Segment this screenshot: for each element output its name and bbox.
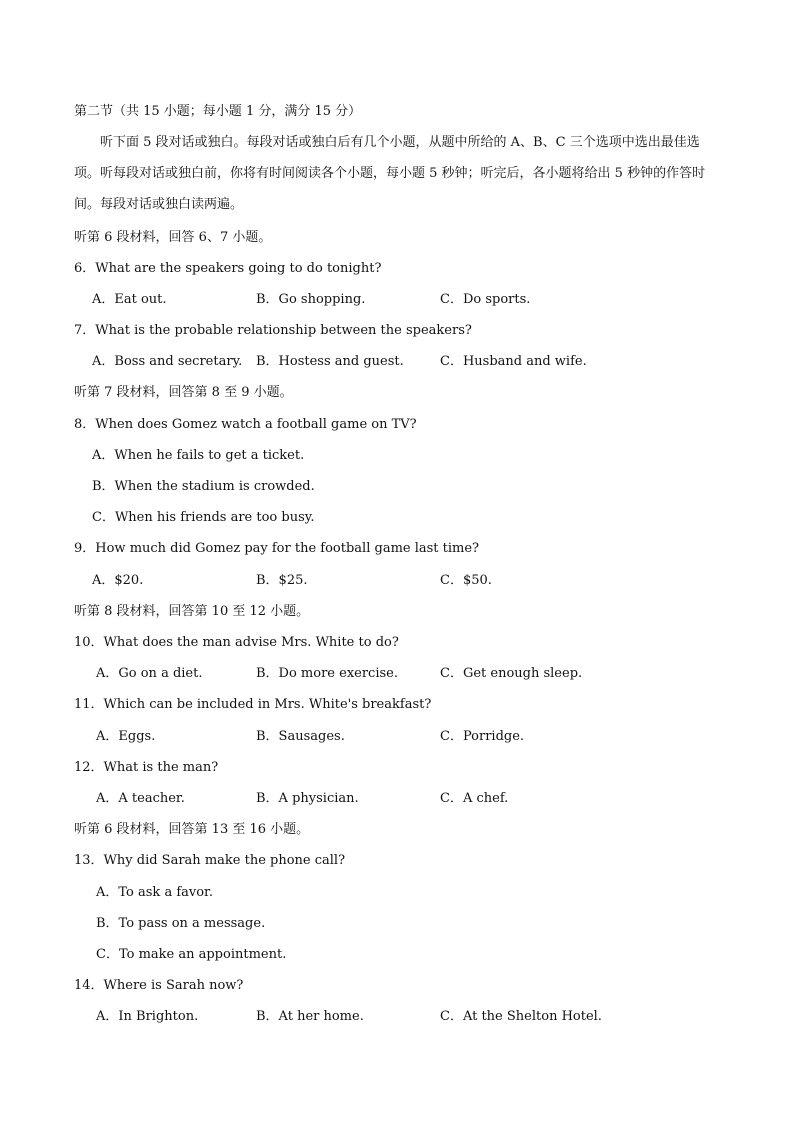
question-13-option-c: C．To make an appointment. <box>96 947 287 962</box>
question-6-option-a: A．Eat out. <box>92 292 167 307</box>
question-7-option-b: B．Hostess and guest. <box>256 354 404 369</box>
question-12-option-a: A．A teacher. <box>96 791 185 806</box>
question-10-option-b: B．Do more exercise. <box>256 666 398 681</box>
question-8-option-b: B．When the stadium is crowded. <box>92 479 315 494</box>
passage-6-intro: 听第 6 段材料，回答 6、7 小题。 <box>74 230 272 245</box>
passage-9-intro: 听第 6 段材料，回答第 13 至 16 小题。 <box>74 822 310 837</box>
question-9-stem: 9．How much did Gomez pay for the football game last time? <box>74 541 480 556</box>
question-10-option-a: A．Go on a diet. <box>96 666 203 681</box>
question-12-stem: 12．What is the man? <box>74 760 219 775</box>
question-7-option-a: A．Boss and secretary. <box>92 354 243 369</box>
question-13-option-b: B．To pass on a message. <box>96 916 266 931</box>
question-11-option-c: C．Porridge. <box>440 729 525 744</box>
question-14-option-a: A．In Brighton. <box>96 1009 199 1024</box>
question-7-stem: 7．What is the probable relationship between the speakers? <box>74 323 472 338</box>
question-9-option-a: A．$20. <box>92 573 144 588</box>
question-10-stem: 10．What does the man advise Mrs. White to do? <box>74 635 399 650</box>
question-8-option-a: A．When he fails to get a ticket. <box>92 448 305 463</box>
passage-8-intro: 听第 8 段材料，回答第 10 至 12 小题。 <box>74 604 310 619</box>
question-6-option-c: C．Do sports. <box>440 292 531 307</box>
question-11-stem: 11．Which can be included in Mrs. White's breakfast? <box>74 697 432 712</box>
question-11-option-a: A．Eggs. <box>96 729 156 744</box>
question-14-option-b: B．At her home. <box>256 1009 364 1024</box>
instructions: 听下面 5 段对话或独白。每段对话或独白后有几个小题，从题中所给的 A、B、C 三个选项中选出最佳选项。听每段对话或独白前，你将有时间阅读各个小题，每小题 5 秒钟；听完后，各小题将给出 5 秒钟的作答时间。每段对话或独白读两遍。 <box>74 135 706 212</box>
question-6-stem: 6．What are the speakers going to do tonight? <box>74 261 382 276</box>
question-14-option-c: C．At the Shelton Hotel. <box>440 1009 602 1024</box>
question-12-option-b: B．A physician. <box>256 791 359 806</box>
question-6-option-b: B．Go shopping. <box>256 292 366 307</box>
question-14-stem: 14．Where is Sarah now? <box>74 978 244 993</box>
question-9-option-b: B．$25. <box>256 573 308 588</box>
question-8-stem: 8．When does Gomez watch a football game on TV? <box>74 417 417 432</box>
question-13-stem: 13．Why did Sarah make the phone call? <box>74 853 346 868</box>
passage-7-intro: 听第 7 段材料，回答第 8 至 9 小题。 <box>74 385 293 400</box>
question-10-option-c: C．Get enough sleep. <box>440 666 583 681</box>
section-header: 第二节（共 15 小题；每小题 1 分，满分 15 分） <box>74 104 362 119</box>
question-7-option-c: C．Husband and wife. <box>440 354 587 369</box>
question-13-option-a: A．To ask a favor. <box>96 885 213 900</box>
question-9-option-c: C．$50. <box>440 573 492 588</box>
question-8-option-c: C．When his friends are too busy. <box>92 510 315 525</box>
question-12-option-c: C．A chef. <box>440 791 509 806</box>
question-11-option-b: B．Sausages. <box>256 729 345 744</box>
